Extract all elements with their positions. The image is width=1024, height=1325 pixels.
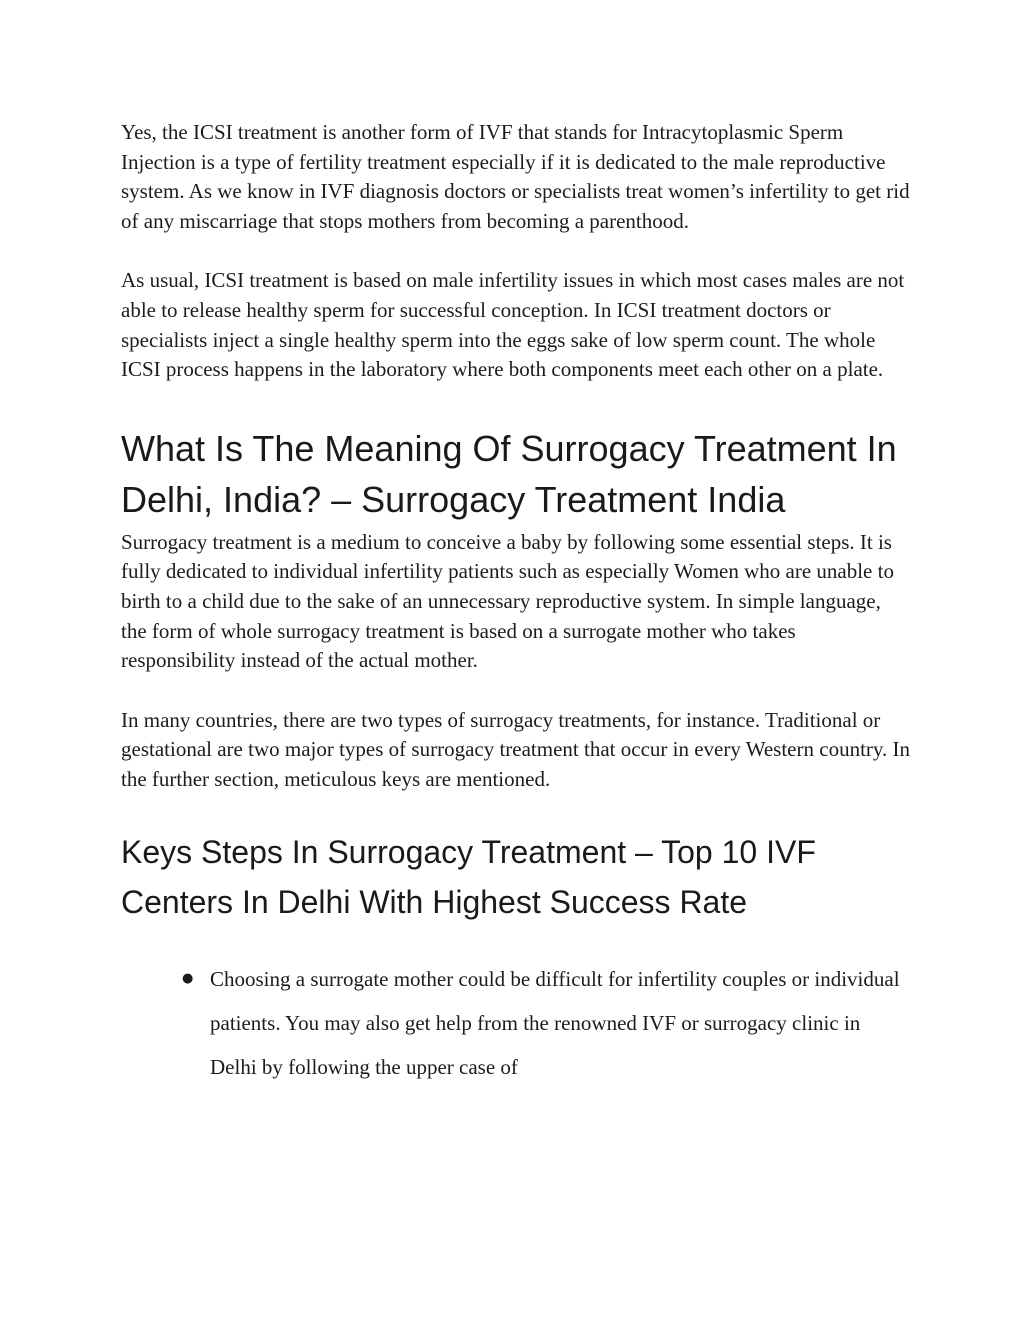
surrogacy-types-paragraph: In many countries, there are two types of surrogacy treatments, for instance. Traditional or gestational are two major types of surrogacy treatment that occur in every Western country. In the further section, meticulous keys are mentioned. [121, 707, 911, 791]
list-item [182, 957, 911, 1089]
section-heading-surrogacy-meaning: What Is The Meaning Of Surrogacy Treatment In Delhi, India? – Surrogacy Treatment India [121, 427, 897, 520]
key-steps-list [121, 957, 911, 1089]
bullet-icon: ● [182, 970, 194, 986]
list-item-text: Choosing a surrogate mother could be difficult for infertility couples or individual patients. You may also get help from the renowned IVF or surrogacy clinic in Delhi by following the upper case of [210, 966, 900, 1079]
intro-paragraph-icsi-process: As usual, ICSI treatment is based on male infertility issues in which most cases males are not able to release healthy sperm for successful conception. In ICSI treatment doctors or specialists inject a single healthy sperm into the eggs sake of low sperm count. The whole ICSI process happens in the laboratory where both components meet each other on a plate. [121, 268, 905, 382]
surrogacy-definition-paragraph: Surrogacy treatment is a medium to conceive a baby by following some essential steps. It is fully dedicated to individual infertility patients such as especially Women who are unable to birth to a child due to the sake of an unnecessary reproductive system. In simple language, the form of whole surrogacy treatment is based on a surrogate mother who takes responsibility instead of the actual mother. [121, 529, 894, 673]
section-heading-key-steps: Keys Steps In Surrogacy Treatment – Top 10 IVF Centers In Delhi With Highest Success Rate [121, 833, 816, 920]
document-content [121, 118, 911, 1089]
intro-paragraph-icsi-definition: Yes, the ICSI treatment is another form of IVF that stands for Intracytoplasmic Sperm Injection is a type of fertility treatment especially if it is dedicated to the male reproductive system. As we know in IVF diagnosis doctors or specialists treat women’s infertility to get rid of any miscarriage that stops mothers from becoming a parenthood. [121, 120, 910, 233]
